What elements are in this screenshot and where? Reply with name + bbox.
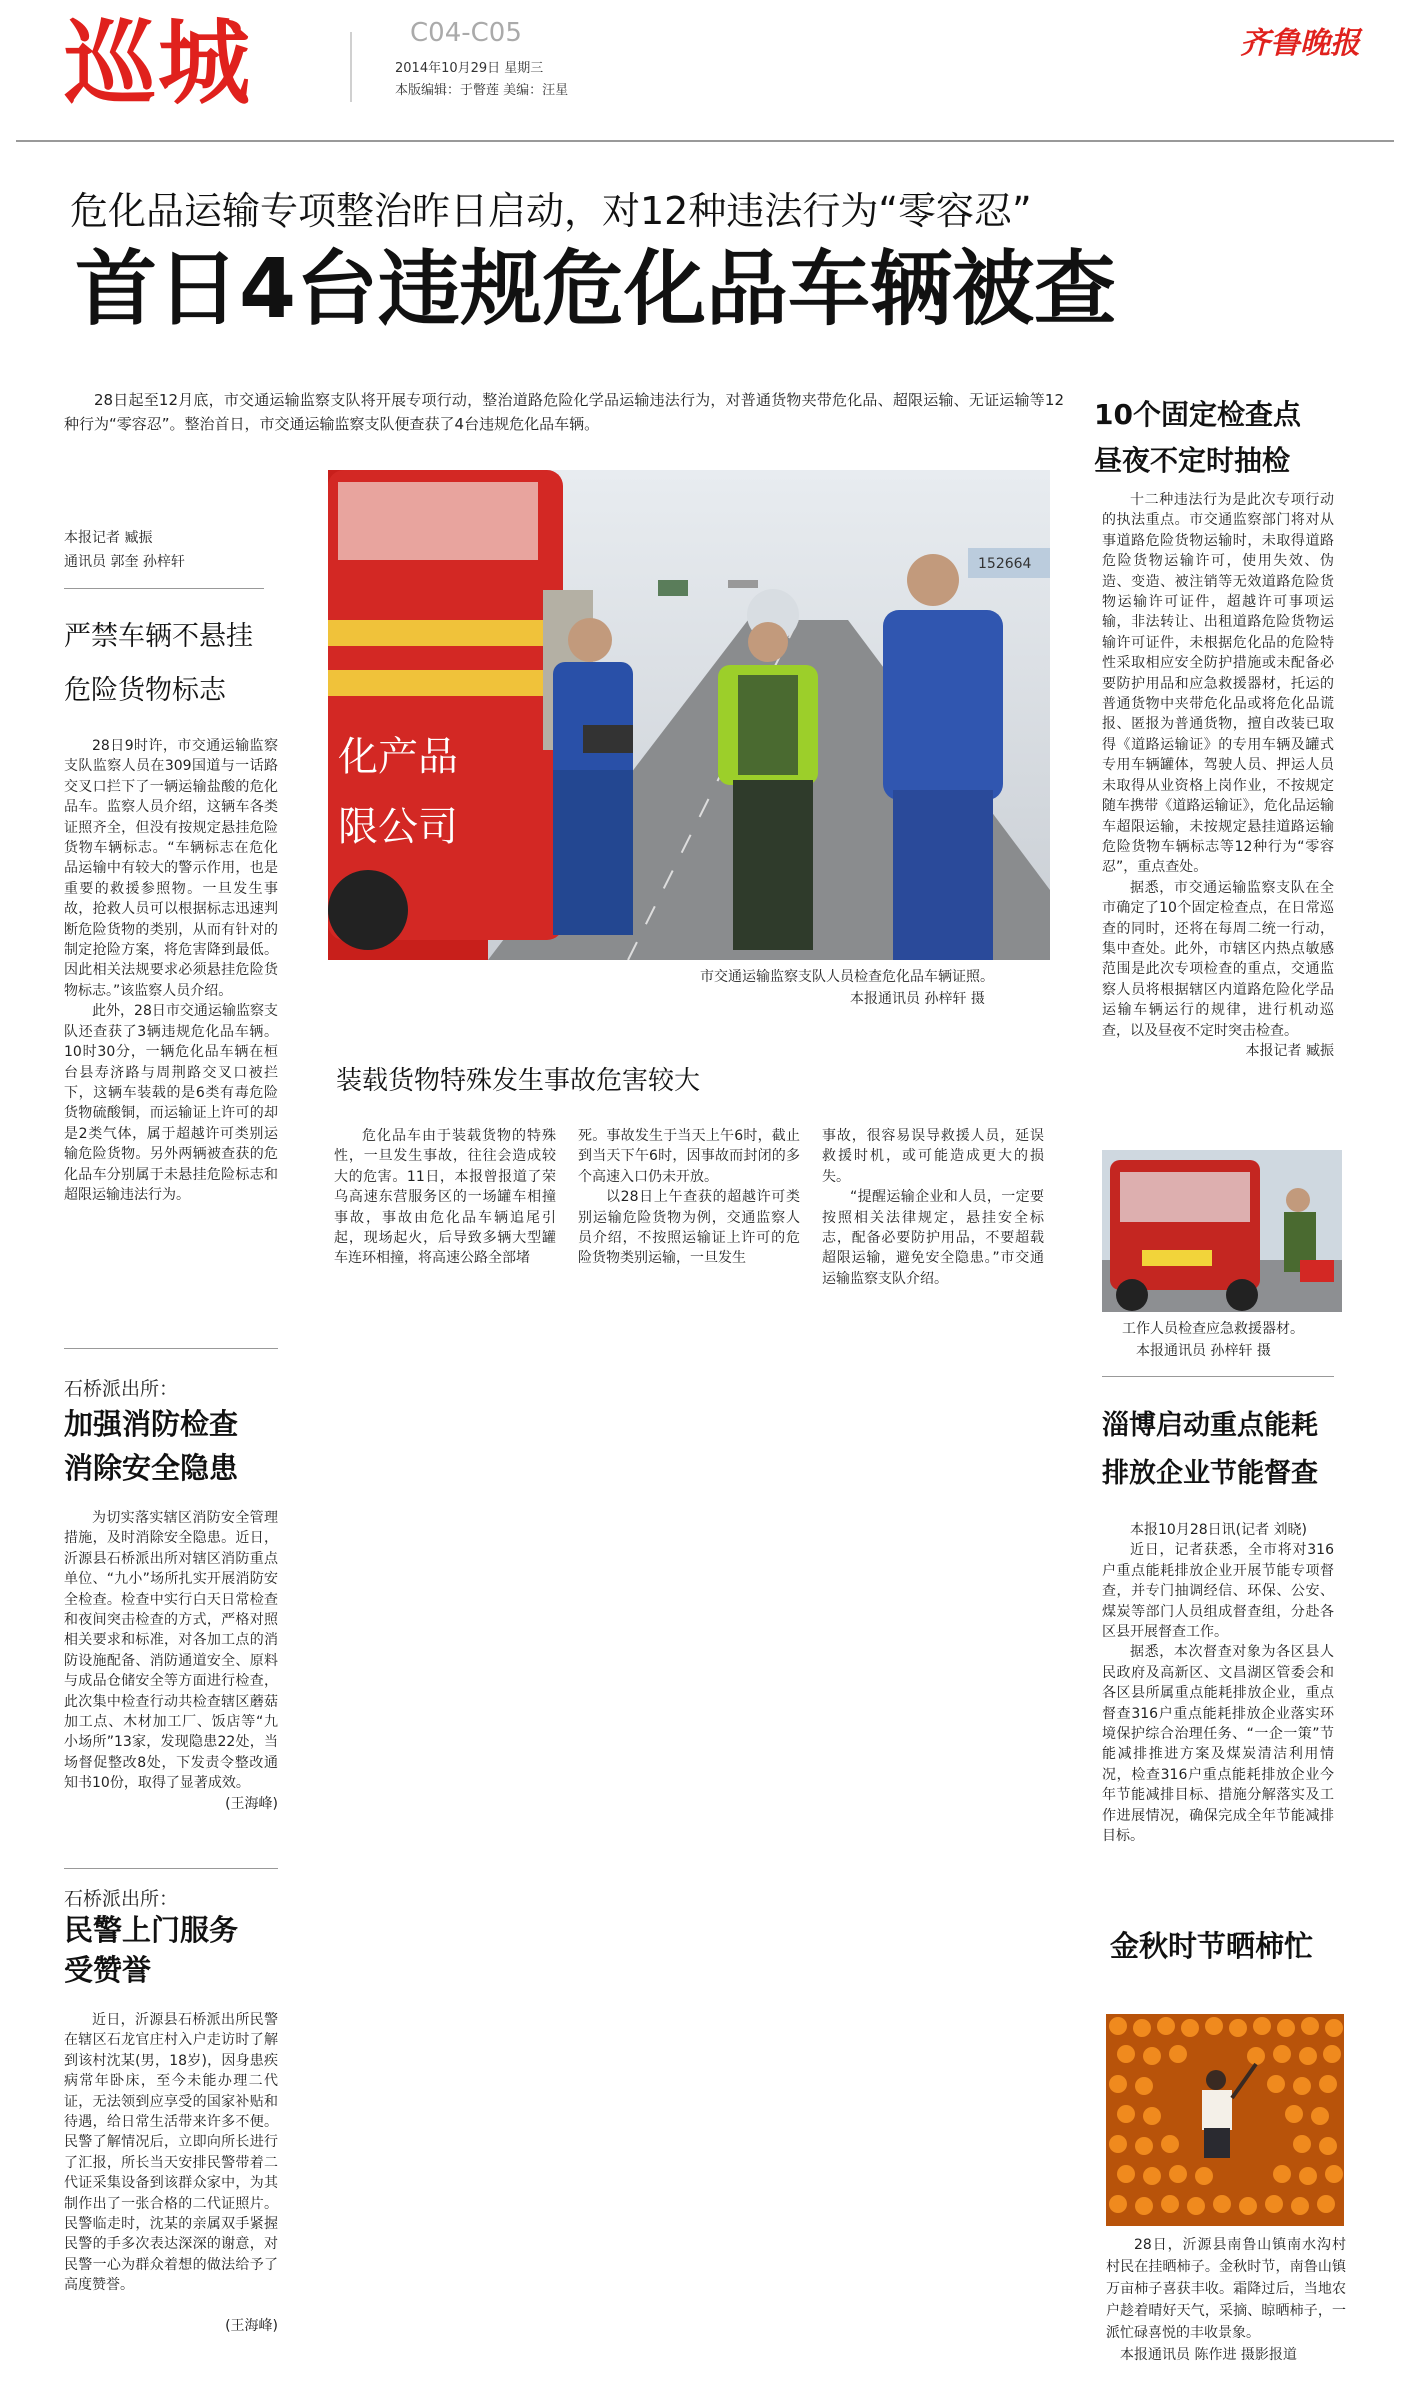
svg-text:限公司: 限公司 [338, 804, 458, 850]
section-title: 巡城 [64, 10, 253, 117]
author: (王海峰) [225, 2317, 278, 2334]
energy-section-title: 淄博启动重点能耗 排放企业节能督查 [1102, 1410, 1318, 1489]
left-column-text [64, 736, 278, 1205]
lead-headline: 首日4台违规危化品车辆被查 [75, 242, 1117, 337]
svg-text:化产品: 化产品 [338, 734, 458, 780]
page-number: C04-C05 [410, 18, 522, 48]
paragraph: 十二种违法行为是此次专项行动的执法重点。市交通监察部门将对从事道路危险货物运输时，未取得道路危险货物运输许可，使用失效、伪造、变造、被注销等无效道路危险货物运输许可证件，超越许可事项运输，非法转让、出租道路危险货物运输许可证件，未根据危化品的危险特性采取相应安全防护措施或未配备必要防护用品和应急救援器材，托运的普通货物中夹带危化品或将危化品谎报、匿报为普通货物，擅自改装已取得《道路运输证》的专用车辆及罐式专用车辆罐体，驾驶人员、押运人员未取得从业资格上岗作业，不按规定随车携带《道路运输证》，危化品运输车超限运输，未按规定悬挂道路运输危险货物车辆标志等12种行为“零容忍”，重点查处。 [1102, 492, 1334, 876]
divider [64, 588, 264, 589]
s1-text [64, 1508, 278, 1814]
paper-logo: 齐鲁晚报 [1240, 26, 1360, 61]
work-photo-caption [1122, 1318, 1352, 1362]
s1-kicker: 石桥派出所： [64, 1378, 179, 1400]
paragraph: 死。事故发生于当天上午6时，截止到当天下午6时，因事故而封闭的多个高速入口仍未开放。 [578, 1128, 800, 1185]
paragraph: 危化品车由于装载货物的特殊性，一旦发生事故，往往会造成较大的危害。11日，本报曾报道了荣乌高速东营服务区的一场罐车相撞事故，事故由危化品车辆追尾引起，现场起火，后导致多辆大型罐车连环相撞，将高速公路全部堵 [334, 1128, 556, 1267]
caption-text: 工作人员检查应急救援器材。 [1122, 1321, 1304, 1337]
s2-title: 民警上门服务 受赞誉 [64, 1913, 239, 1987]
right-column-text [1102, 490, 1334, 1061]
masthead-rule [16, 140, 1394, 142]
caption-credit: 本报通讯员 孙梓轩 摄 [850, 991, 985, 1007]
mid-section-title: 装载货物特殊发生事故危害较大 [336, 1066, 701, 1096]
svg-text:152664: 152664 [978, 556, 1032, 572]
paragraph: 以28日上午查获的超越许可类别运输危险货物为例，交通监察人员介绍，不按照运输证上许可的危险货物类别运输，一旦发生 [578, 1189, 800, 1267]
right-byline: 本报记者 臧振 [1245, 1042, 1334, 1059]
mid-column-3 [822, 1126, 1044, 1289]
paragraph: “提醒运输企业和人员，一定要按照相关法律规定，悬挂安全标志，配备必要防护用品，不要超载超限运输，避免安全隐患。”市交通运输监察支队介绍。 [822, 1189, 1044, 1287]
paragraph: 为切实落实辖区消防安全管理措施，及时消除安全隐患。近日，沂源县石桥派出所对辖区消防重点单位、“九小”场所扎实开展消防安全检查。检查中实行白天日常检查和夜间突击检查的方式，严格对照相关要求和标准，对各加工点的消防设施配备、消防通道安全、原料与成品仓储安全等方面进行检查，此次集中检查行动共检查辖区蘑菇加工点、木材加工厂、饭店等“九小场所”13家，发现隐患22处，当场督促整改8处，下发责令整改通知书10份，取得了显著成效。 [64, 1510, 278, 1792]
s1-title: 加强消防检查 消除安全隐患 [64, 1407, 239, 1485]
lead-intro: 28日起至12月底，市交通运输监察支队将开展专项行动，整治道路危险化学品运输违法行为，对普通货物夹带危化品、超限运输、无证运输等12种行为“零容忍”。整治首日，市交通运输监察支队便查获了4台违规危化品车辆。 [64, 391, 1064, 433]
paragraph: 事故，很容易误导救援人员，延误救援时机，或可能造成更大的损失。 [822, 1128, 1044, 1185]
inspection-photo [328, 470, 1050, 960]
caption-credit: 本报通讯员 孙梓轩 摄 [1136, 1343, 1271, 1359]
paragraph: 此外，28日市交通运输监察支队还查获了3辆违规危化品车辆。10时30分，一辆危化品车辆在桓台县寿济路与周荆路交叉口被拦下，这辆车装载的是6类有毒危险货物硫酸铜，而运输证上许可的却是2类气体，属于超越许可类别运输危险货物。另外两辆被查获的危化品车分别属于未悬挂危险标志和超限运输违法行为。 [64, 1003, 278, 1203]
paragraph: 28日9时许，市交通运输监察支队监察人员在309国道与一话路交叉口拦下了一辆运输盐酸的危化品车。监察人员介绍，这辆车各类证照齐全，但没有按规定悬挂危险货物车辆标志。“车辆标志在危化品运输中有较大的警示作用，也是重要的救援参照物。一旦发生事故，抢救人员可以根据标志迅速判断危险货物的类别，从而有针对的制定抢险方案，将危害降到最低。因此相关法规要求必须悬挂危险货物标志。”该监察人员介绍。 [64, 738, 278, 999]
masthead-meta [395, 58, 568, 102]
s2-text [64, 2010, 278, 2336]
divider [1102, 1376, 1334, 1377]
persimmon-caption [1106, 2234, 1346, 2366]
mid-column-1 [334, 1126, 556, 1269]
persimmon-photo [1106, 2014, 1344, 2226]
paragraph: 据悉，市交通运输监察支队在全市确定了10个固定检查点，在日常巡查的同时，还将在每周二统一行动，集中查处。此外，市辖区内热点敏感范围是此次专项检查的重点，交通监察人员将根据辖区内道路危险化学品运输车辆运行的规律，进行机动巡查，以及昼夜不定时突击检查。 [1102, 879, 1334, 1039]
lead-kicker: 危化品运输专项整治昨日启动，对12种违法行为“零容忍” [70, 189, 1032, 233]
equipment-check-photo [1102, 1150, 1342, 1312]
paragraph: 近日，沂源县石桥派出所民警在辖区石龙官庄村入户走访时了解到该村沈某(男，18岁)，因身患疾病常年卧床，至今未能办理二代证，无法领到应享受的国家补贴和待遇，给日常生活带来许多不便。民警了解情况后，立即向所长进行了汇报，所长当天安排民警带着二代证采集设备到该群众家中，为其制作出了一张合格的二代证照片。民警临走时，沈某的亲属双手紧握民警的手多次表达深深的谢意，对民警一心为群众着想的做法给予了高度赞誉。 [64, 2012, 278, 2294]
person-right [883, 554, 1003, 960]
right-section-title: 10个固定检查点 昼夜不定时抽检 [1094, 398, 1301, 477]
s2-kicker: 石桥派出所： [64, 1888, 179, 1910]
paragraph: 据悉，本次督查对象为各区县人民政府及高新区、文昌湖区管委会和各区县所属重点能耗排放企业，重点督查316户重点能耗排放企业落实环境保护综合治理任务、“一企一策”节能减排推进方案及煤炭清洁利用情况，检查316户重点能耗排放企业今年节能减排目标、措施分解落实及工作进展情况，确保完成全年节能减排目标。 [1102, 1644, 1334, 1845]
masthead-divider [350, 32, 352, 102]
divider [64, 1348, 278, 1349]
person-left [553, 618, 633, 935]
editor-line: 本版编辑：于瞥莲 美编：汪星 [395, 83, 569, 98]
paragraph: 本报10月28日讯(记者 刘晓) [1130, 1522, 1308, 1538]
author: (王海峰) [225, 1795, 278, 1812]
caption-text: 28日，沂源县南鲁山镇南水沟村村民在挂晒柿子。金秋时节，南鲁山镇万亩柿子喜获丰收。霜降过后，当地农户趁着晴好天气，采摘、晾晒柿子，一派忙碌喜悦的丰收景象。 [1106, 2237, 1346, 2341]
caption-text: 市交通运输监察支队人员检查危化品车辆证照。 [700, 969, 994, 985]
energy-text [1102, 1520, 1334, 1847]
lead-byline [64, 526, 264, 574]
paragraph: 近日，记者获悉，全市将对316户重点能耗排放企业开展节能专项督查，并专门抽调经信、环保、公安、煤炭等部门人员组成督查组，分赴各区县开展督查工作。 [1102, 1542, 1334, 1641]
persimmon-section-title: 金秋时节晒柿忙 [1110, 1929, 1314, 1963]
divider [64, 1868, 278, 1869]
caption-credit: 本报通讯员 陈作进 摄影报道 [1120, 2347, 1297, 2363]
left-section-title: 严禁车辆不悬挂 危险货物标志 [64, 621, 253, 706]
byline-reporter: 本报记者 臧振 [64, 530, 153, 546]
mid-column-2 [578, 1126, 800, 1269]
byline-correspondent: 通讯员 郭奎 孙梓轩 [64, 554, 185, 570]
date-line: 2014年10月29日 星期三 [395, 61, 544, 76]
main-photo-caption [520, 966, 1050, 1010]
